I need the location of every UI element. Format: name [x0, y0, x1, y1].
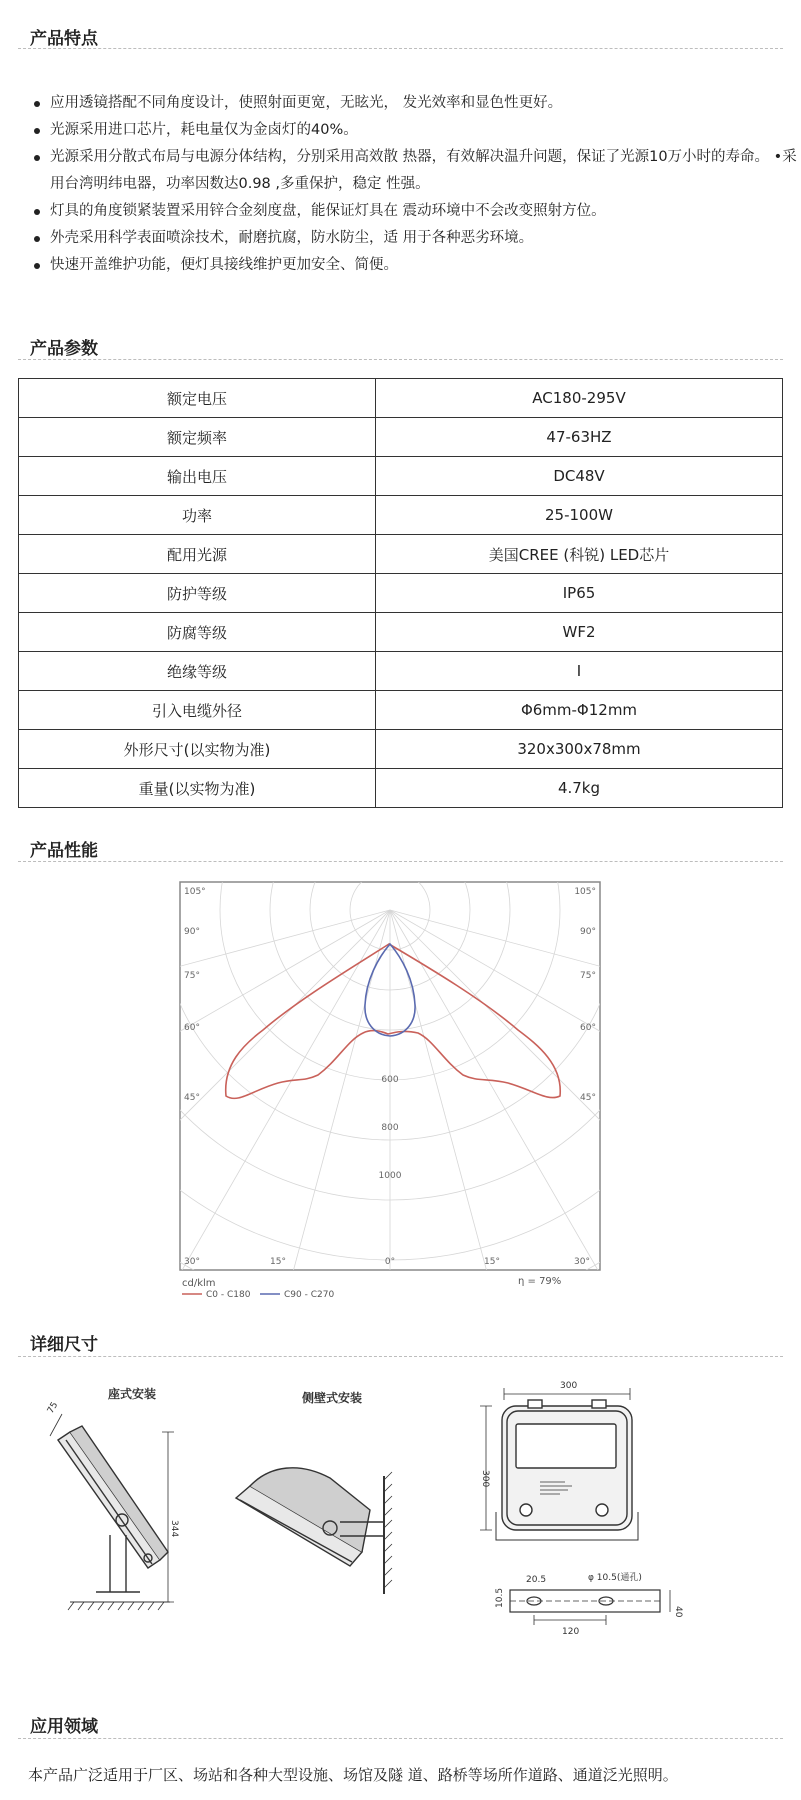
performance-title: 产品性能 [30, 841, 98, 861]
radial-label: 600 [381, 1075, 399, 1085]
polar-light-distribution-chart [178, 880, 608, 1300]
features-list [28, 90, 798, 279]
feature-item: 光源采用分散式布局与电源分体结构，分别采用高效散 热器，有效解决温升问题，保证了光源10万小时的寿命。 •采用台湾明纬电器，功率因数达0.98 ,多重保护，稳定 性强。 [28, 144, 798, 198]
param-key: 引入电缆外径 [19, 691, 376, 730]
param-key: 配用光源 [19, 535, 376, 574]
params-row [19, 379, 783, 418]
angle-label-left: 90° [184, 927, 200, 937]
features-title: 产品特点 [30, 29, 98, 49]
divider [18, 48, 783, 49]
front-view-drawing [480, 1381, 638, 1540]
param-key: 重量(以实物为准) [19, 769, 376, 808]
dim-hole: φ 10.5(通孔) [588, 1573, 642, 1583]
angle-label-right: 90° [580, 927, 596, 937]
param-key: 功率 [19, 496, 376, 535]
divider [18, 861, 783, 862]
bracket-plan-drawing [495, 1571, 683, 1637]
param-key: 绝缘等级 [19, 652, 376, 691]
angle-label-bottom: 30° [184, 1257, 200, 1267]
params-row [19, 613, 783, 652]
divider [18, 1738, 783, 1739]
params-row [19, 457, 783, 496]
angle-label-right: 45° [580, 1093, 596, 1103]
dim-75: 75 [45, 1400, 61, 1416]
angle-label-left: 45° [184, 1093, 200, 1103]
param-value: 25-100W [376, 496, 783, 535]
legend-c0-c180: C0 - C180 [206, 1290, 251, 1300]
param-key: 输出电压 [19, 457, 376, 496]
param-value: 4.7kg [376, 769, 783, 808]
param-key: 防护等级 [19, 574, 376, 613]
radial-label: 1000 [378, 1171, 402, 1181]
dim-10-5: 10.5 [495, 1587, 505, 1608]
angle-label-bottom: 0° [384, 1257, 396, 1267]
divider [18, 1356, 783, 1357]
angle-label-right: 105° [574, 887, 596, 897]
dimension-drawings [40, 1370, 760, 1670]
feature-item: 快速开盖维护功能，便灯具接线维护更加安全、简便。 [28, 252, 798, 279]
efficiency-label: η = 79% [518, 1276, 562, 1287]
angle-label-bottom: 15° [484, 1257, 500, 1267]
params-row [19, 496, 783, 535]
params-row [19, 730, 783, 769]
param-value: IP65 [376, 574, 783, 613]
angle-label-right: 60° [580, 1023, 596, 1033]
param-value: 47-63HZ [376, 418, 783, 457]
angle-label-left: 105° [184, 887, 206, 897]
param-value: I [376, 652, 783, 691]
seat-mount-label: 座式安装 [108, 1387, 157, 1401]
params-row [19, 652, 783, 691]
dim-300-top: 300 [560, 1381, 578, 1391]
angle-label-left: 75° [184, 971, 200, 981]
dimensions-title: 详细尺寸 [30, 1335, 98, 1355]
params-row [19, 535, 783, 574]
params-title: 产品参数 [30, 339, 98, 359]
param-value: AC180-295V [376, 379, 783, 418]
dim-120: 120 [562, 1627, 580, 1637]
param-key: 外形尺寸(以实物为准) [19, 730, 376, 769]
param-value: 美国CREE (科锐) LED芯片 [376, 535, 783, 574]
params-row [19, 574, 783, 613]
wall-mount-drawing [236, 1390, 392, 1594]
param-value: 320x300x78mm [376, 730, 783, 769]
feature-item: 应用透镜搭配不同角度设计，使照射面更宽，无眩光， 发光效率和显色性更好。 [28, 90, 798, 117]
feature-item: 外壳采用科学表面喷涂技术，耐磨抗腐，防水防尘，适 用于各种恶劣环境。 [28, 225, 798, 252]
params-row [19, 691, 783, 730]
feature-item: 灯具的角度锁紧装置采用锌合金刻度盘，能保证灯具在 震动环境中不会改变照射方位。 [28, 198, 798, 225]
angle-label-bottom: 15° [270, 1257, 286, 1267]
params-row [19, 418, 783, 457]
param-key: 额定电压 [19, 379, 376, 418]
angle-label-right: 75° [580, 971, 596, 981]
application-text: 本产品广泛适用于厂区、场站和各种大型设施、场馆及隧 道、路桥等场所作道路、通道泛光照明。 [28, 1766, 678, 1784]
param-value: WF2 [376, 613, 783, 652]
param-key: 防腐等级 [19, 613, 376, 652]
angle-label-bottom: 30° [574, 1257, 590, 1267]
feature-item: 光源采用进口芯片，耗电量仅为金卤灯的40%。 [28, 117, 798, 144]
dim-300-side: 300 [480, 1470, 490, 1488]
dim-344: 344 [169, 1520, 179, 1538]
angle-label-left: 60° [184, 1023, 200, 1033]
radial-label: 800 [381, 1123, 399, 1133]
param-value: DC48V [376, 457, 783, 496]
unit-label: cd/klm [182, 1278, 216, 1289]
divider [18, 359, 783, 360]
dim-20-5: 20.5 [526, 1575, 547, 1585]
seat-mount-drawing [46, 1386, 179, 1610]
legend-c90-c270: C90 - C270 [284, 1290, 335, 1300]
dim-40: 40 [673, 1606, 683, 1618]
params-table [18, 378, 783, 808]
application-title: 应用领域 [30, 1717, 98, 1737]
param-value: Φ6mm-Φ12mm [376, 691, 783, 730]
params-row [19, 769, 783, 808]
wall-mount-label: 侧壁式安装 [302, 1391, 363, 1405]
param-key: 额定频率 [19, 418, 376, 457]
